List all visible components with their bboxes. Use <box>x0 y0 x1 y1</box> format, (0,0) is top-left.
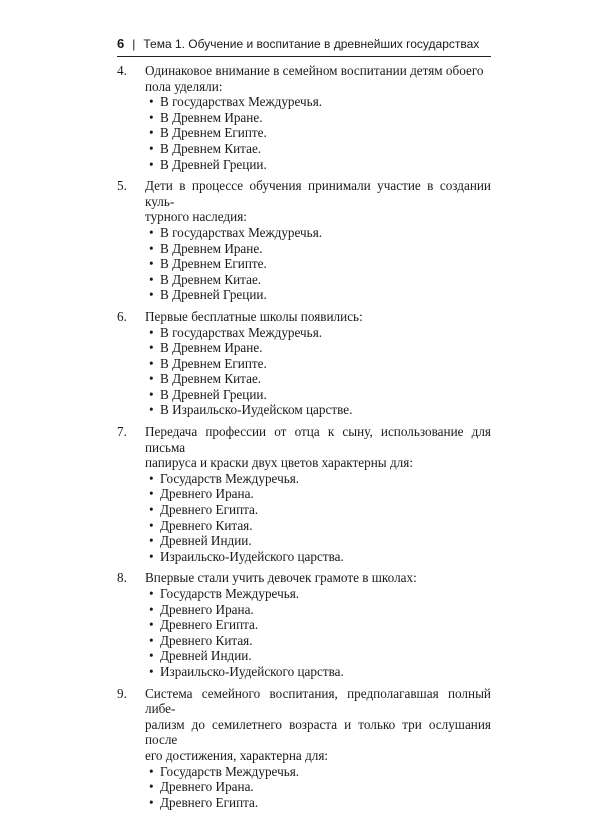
answer-option-text: Древнего Ирана. <box>160 486 254 502</box>
bullet-icon: • <box>149 256 154 272</box>
question-text-line: его достижения, характерна для: <box>145 747 329 763</box>
answer-option-text: Государств Междуречья. <box>160 470 300 486</box>
answer-option <box>145 549 491 565</box>
bullet-icon: • <box>149 156 154 172</box>
answer-option-text: Древнего Египта. <box>160 617 259 633</box>
answer-option <box>145 502 491 518</box>
answer-option <box>145 256 491 272</box>
answer-option-text: В Древнем Египте. <box>160 125 267 141</box>
bullet-icon: • <box>149 470 154 486</box>
bullet-icon: • <box>149 763 154 779</box>
question-text-line: Впервые стали учить девочек грамоте в школах: <box>145 570 417 586</box>
bullet-icon: • <box>149 324 154 340</box>
answer-option <box>145 387 491 403</box>
answer-option-text: В государствах Междуречья. <box>160 324 323 340</box>
answer-option <box>145 764 491 780</box>
bullet-icon: • <box>149 779 154 795</box>
bullet-icon: • <box>149 94 154 110</box>
answer-option <box>145 664 491 680</box>
answer-option-text: В Древнем Иране. <box>160 340 263 356</box>
answer-option <box>145 633 491 649</box>
question-item <box>117 686 491 811</box>
question-item <box>117 424 491 564</box>
running-header <box>117 36 491 57</box>
question-text-line: Дети в процессе обучения принимали участие в создании куль- <box>145 178 491 209</box>
question-number: 6. <box>117 308 127 324</box>
answer-option <box>145 141 491 157</box>
question-list <box>117 63 491 816</box>
answer-option <box>145 602 491 618</box>
answer-option-text: Древней Индии. <box>160 533 252 549</box>
answer-option <box>145 157 491 173</box>
bullet-icon: • <box>149 140 154 156</box>
question-body <box>145 309 491 418</box>
answer-option-text: Государств Междуречья. <box>160 763 300 779</box>
answer-option <box>145 402 491 418</box>
answer-option-text: В Древней Греции. <box>160 386 267 402</box>
question-body <box>145 424 491 564</box>
question-body <box>145 178 491 303</box>
bullet-icon: • <box>149 386 154 402</box>
answer-option <box>145 586 491 602</box>
question-number: 5. <box>117 178 127 194</box>
bullet-icon: • <box>149 240 154 256</box>
question-text-line: Система семейного воспитания, предполагавшая полный либе- <box>145 685 491 717</box>
question-text-line: Первые бесплатные школы появились: <box>145 308 363 324</box>
answer-option-text: Древнего Ирана. <box>160 601 254 617</box>
question-item <box>117 570 491 679</box>
answer-option-text: В Древнем Китае. <box>160 371 262 387</box>
bullet-icon: • <box>149 486 154 502</box>
answer-option <box>145 518 491 534</box>
answer-option <box>145 287 491 303</box>
bullet-icon: • <box>149 125 154 141</box>
answer-option-text: Древнего Египта. <box>160 794 259 810</box>
question-number: 4. <box>117 63 127 78</box>
bullet-icon: • <box>149 548 154 564</box>
answer-option <box>145 617 491 633</box>
question-body <box>145 63 491 172</box>
bullet-icon: • <box>149 648 154 664</box>
question-number: 9. <box>117 685 127 701</box>
answer-option-text: Израильско-Иудейского царства. <box>160 548 344 564</box>
bullet-icon: • <box>149 663 154 679</box>
answer-option-text: В Древней Греции. <box>160 156 267 172</box>
answer-option-text: Израильско-Иудейского царства. <box>160 663 344 679</box>
answer-option-text: В Древней Греции. <box>160 287 267 303</box>
answer-option-text: В Древнем Иране. <box>160 240 263 256</box>
answer-option-text: В Древнем Китае. <box>160 271 262 287</box>
bullet-icon: • <box>149 617 154 633</box>
question-number: 8. <box>117 570 127 586</box>
bullet-icon: • <box>149 271 154 287</box>
answer-option <box>145 356 491 372</box>
answer-option <box>145 471 491 487</box>
question-body <box>145 570 491 679</box>
bullet-icon: • <box>149 355 154 371</box>
bullet-icon: • <box>149 586 154 601</box>
question-item <box>117 178 491 303</box>
answer-option <box>145 225 491 241</box>
answer-option-text: В государствах Междуречья. <box>160 224 323 240</box>
answer-option <box>145 94 491 110</box>
question-text-line: пола уделяли: <box>145 78 223 94</box>
answer-option-text: Древнего Египта. <box>160 502 259 518</box>
question-body <box>145 686 491 811</box>
question-text-line: турного наследия: <box>145 209 247 225</box>
answer-option-text: В государствах Междуречья. <box>160 94 323 110</box>
bullet-icon: • <box>149 794 154 810</box>
bullet-icon: • <box>149 224 154 240</box>
answer-option-text: В Древнем Китае. <box>160 140 262 156</box>
question-text-line: Передача профессии от отца к сыну, использование для письма <box>145 424 491 455</box>
answer-option-text: В Израильско-Иудейском царстве. <box>160 402 353 418</box>
question-text-line: рализм до семилетнего возраста и только три ослушания после <box>145 716 491 748</box>
bullet-icon: • <box>149 287 154 303</box>
question-text-line: папируса и краски двух цветов характерны для: <box>145 455 413 471</box>
question-text-line: Одинаковое внимание в семейном воспитании детям обоего <box>145 63 484 78</box>
answer-option <box>145 340 491 356</box>
answer-option-text: Древней Индии. <box>160 648 252 664</box>
bullet-icon: • <box>149 371 154 387</box>
answer-option <box>145 533 491 549</box>
answer-option <box>145 272 491 288</box>
answer-option <box>145 110 491 126</box>
answer-option <box>145 325 491 341</box>
answer-option-text: Древнего Ирана. <box>160 779 254 795</box>
answer-option-text: В Древнем Иране. <box>160 109 263 125</box>
answer-option <box>145 779 491 795</box>
page-number: 6 <box>117 36 125 51</box>
header-title: Тема 1. Обучение и воспитание в древнейших государствах <box>143 37 480 51</box>
answer-option-text: Древнего Китая. <box>160 517 253 533</box>
bullet-icon: • <box>149 502 154 518</box>
answer-option-text: В Древнем Египте. <box>160 355 267 371</box>
bullet-icon: • <box>149 601 154 617</box>
bullet-icon: • <box>149 402 154 418</box>
answer-option-text: Древнего Китая. <box>160 632 253 648</box>
answer-option <box>145 648 491 664</box>
header-separator: | <box>132 37 136 51</box>
answer-option <box>145 125 491 141</box>
answer-option <box>145 371 491 387</box>
answer-option <box>145 241 491 257</box>
question-item <box>117 63 491 172</box>
bullet-icon: • <box>149 533 154 549</box>
answer-option-text: Государств Междуречья. <box>160 586 300 601</box>
bullet-icon: • <box>149 632 154 648</box>
question-item <box>117 309 491 418</box>
bullet-icon: • <box>149 340 154 356</box>
bullet-icon: • <box>149 109 154 125</box>
answer-option-text: В Древнем Египте. <box>160 256 267 272</box>
bullet-icon: • <box>149 517 154 533</box>
answer-option <box>145 795 491 811</box>
answer-option <box>145 486 491 502</box>
question-number: 7. <box>117 424 127 440</box>
